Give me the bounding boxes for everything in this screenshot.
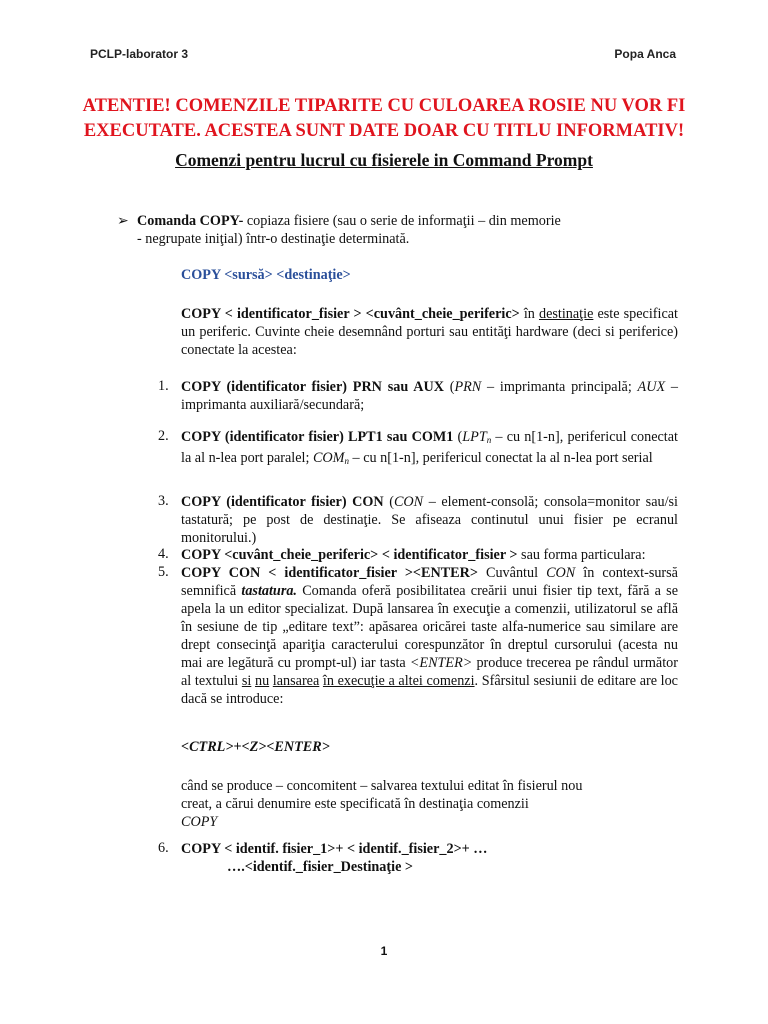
list-item: COPY CON < identificator_fisier ><ENTER> Cuvântul CON în context-sursă semnifică tastatura. Comanda oferă posibilitatea creării unui fisier tip text, fără a se apela la un editor specializat. După lansarea în execuţie a comenzii, utilizatorul se află în sesiune de tip „editare text”: apăsarea oricărei taste alfa-numerice sau similare are drept consecinţă apariţia caracterului corespunzător în dreptul cursorului (acesta nu mai are legătură cu prompt-ul) iar tasta <ENTER> produce trecerea pe rândul următor al textului si nu lansarea în execuţie a altei comenzi. Sfârsitul sesiunii de editare are loc dacă se introduce: [181,565,678,707]
warning-text: ATENTIE! COMENZILE TIPARITE CU CULOAREA ROSIE NU VOR FI EXECUTATE. ACESTEA SUNT DATE DOAR CU TITLU INFORMATIV! [82,96,686,141]
list-item: COPY (identificator fisier) PRN sau AUX (PRN – imprimanta principală; AUX – imprimanta auxiliară/secundară; [181,379,679,413]
page-number: 1 [380,944,388,958]
item-number: 2. [158,428,169,444]
copy-definition: Comanda COPY- copiaza fisiere (sau o serie de informaţii – din memorie - negrupate iniţial) într-o destinaţie determinată. [137,213,561,247]
item-number: 1. [158,378,169,394]
copy-syntax: COPY <sursă> <destinaţie> [181,267,351,283]
list-item: COPY < identif. fisier_1>+ < identif._fisier_2>+ … ….<identif._fisier_Destinaţie > [181,841,488,875]
list-item: COPY <cuvânt_cheie_periferic> < identificator_fisier > sau forma particulara: [181,547,646,563]
header-author: Popa Anca [614,47,676,61]
page-title: Comenzi pentru lucrul cu fisierele in Command Prompt [175,150,593,170]
ctrl-z-sequence: <CTRL>+<Z><ENTER> [181,739,330,755]
list-item: COPY (identificator fisier) LPT1 sau COM1 ($LPT_n$ – cu n[1-n], perifericul conectat la al n-lea port paralel; $COM_n$ – cu n[1-n], perifericul conectat la al n-lea port serial [181,429,678,466]
item-number: 4. [158,546,169,562]
item-number: 5. [158,564,169,580]
item-number: 3. [158,493,169,509]
item-number: 6. [158,840,169,856]
header-course: PCLP-laborator 3 [90,47,189,61]
copy-periferic-paragraph: COPY < identificator_fisier > <cuvânt_cheie_periferic> în destinaţie este specificat un periferic. Cuvinte cheie desemnând porturi sau entităţi hardware (deci si periferice) conectate la acestea: [181,306,678,358]
arrow-bullet-icon: ➢ [117,213,129,229]
after-ctrl-paragraph: când se produce – concomitent – salvarea textului editat în fisierul nou creat, a cărui denumire este specificată în destinaţia comenzii COPY [181,778,583,830]
list-item: COPY (identificator fisier) CON (CON – element-consolă; consola=monitor sau/si tastatură; pe post de destinaţie. Se afiseaza continutul unui fisier pe ecranul monitorului.) [181,494,678,546]
